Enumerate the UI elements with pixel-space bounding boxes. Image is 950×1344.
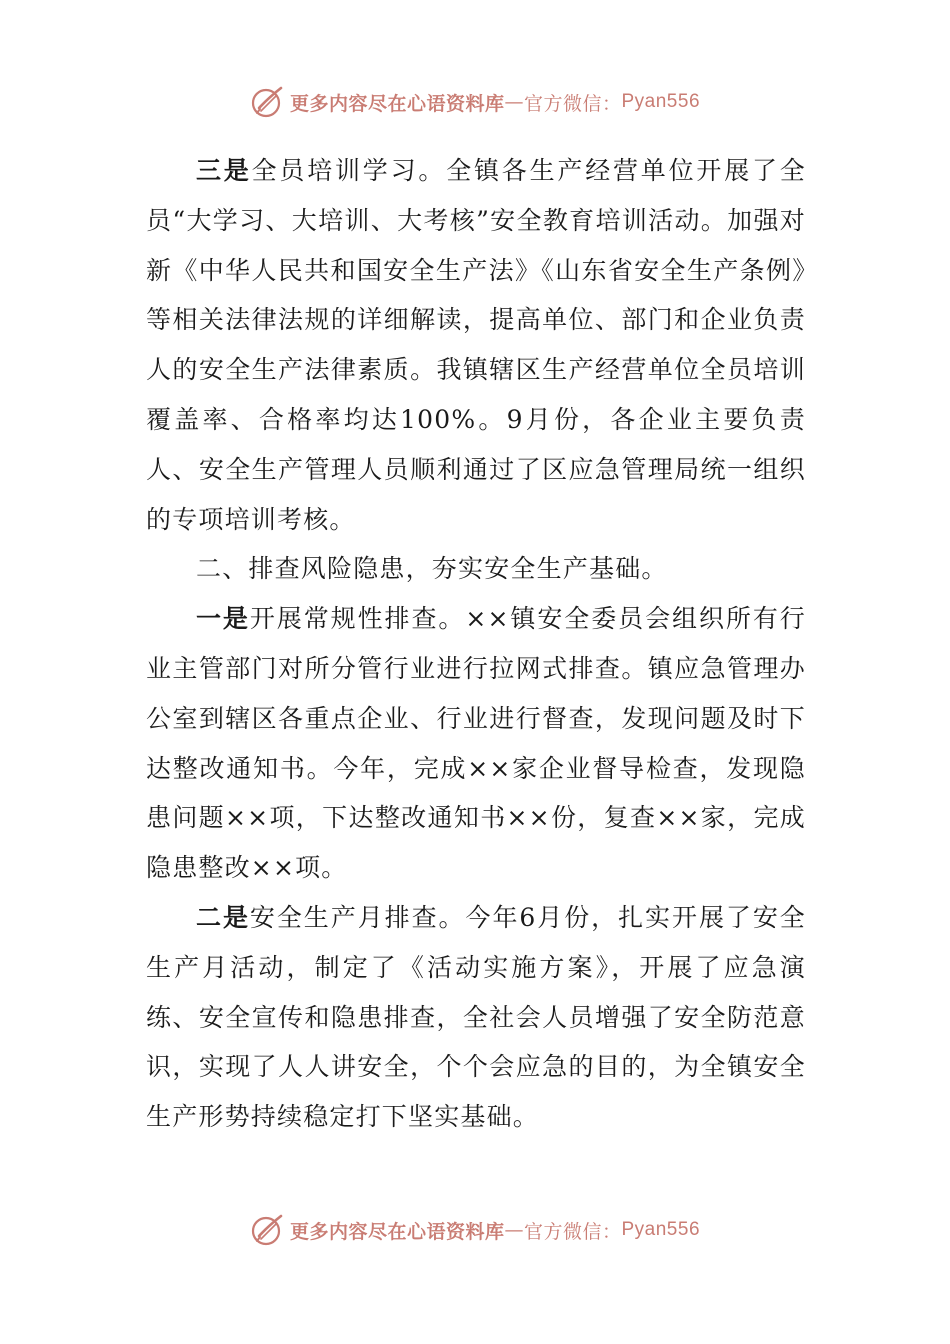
header-watermark <box>0 80 950 124</box>
paragraph-text: 安全生产月排查。今年6月份，扎实开展了安全生产月活动，制定了《活动实施方案》，开展了应急演练、安全宣传和隐患排查，全社会人员增强了安全防范意识，实现了人人讲安全，个个会应急的目的，为全镇安全生产形势持续稳定打下坚实基础。 <box>146 902 806 1132</box>
watermark-wechat-label: 官方微信： <box>523 92 622 115</box>
watermark-separator: — <box>504 1219 524 1241</box>
watermark-separator: — <box>504 91 524 113</box>
paragraph-routine-screening <box>146 594 806 893</box>
document-body <box>146 146 806 1142</box>
paragraph-text: 全员培训学习。全镇各生产经营单位开展了全员“大学习、大培训、大考核”安全教育培训活动。加强对新《中华人民共和国安全生产法》《山东省安全生产条例》等相关法律法规的详细解读，提高单位、部门和企业负责人的安全生产法律素质。我镇辖区生产经营单位全员培训覆盖率、合格率均达100%。9月份，各企业主要负责人、安全生产管理人员顺利通过了区应急管理局统一组织的专项培训考核。 <box>146 156 806 534</box>
paragraph-text: 二、排查风险隐患，夯实安全生产基础。 <box>196 554 668 584</box>
paragraph-training <box>146 146 806 544</box>
watermark-wechat-id: Pyan556 <box>621 1219 701 1240</box>
watermark-wechat-id: Pyan556 <box>621 91 701 112</box>
watermark-site-text: 更多内容尽在心语资料库 <box>289 92 505 115</box>
pen-logo-icon <box>250 84 286 120</box>
watermark-wechat-label: 官方微信： <box>523 1220 622 1243</box>
watermark-site-text: 更多内容尽在心语资料库 <box>289 1220 505 1243</box>
footer-watermark <box>0 1208 950 1252</box>
paragraph-safety-month <box>146 893 806 1142</box>
section-heading-risk-screening <box>146 544 806 594</box>
pen-logo-icon <box>250 1212 286 1248</box>
paragraph-lead: 二是 <box>196 902 250 932</box>
paragraph-lead: 一是 <box>196 604 250 634</box>
paragraph-text: 开展常规性排查。××镇安全委员会组织所有行业主管部门对所分管行业进行拉网式排查。镇应急管理办公室到辖区各重点企业、行业进行督查，发现问题及时下达整改通知书。今年，完成××家企业督导检查，发现隐患问题××项，下达整改通知书××份，复查××家，完成隐患整改××项。 <box>146 604 806 883</box>
paragraph-lead: 三是 <box>196 156 252 185</box>
